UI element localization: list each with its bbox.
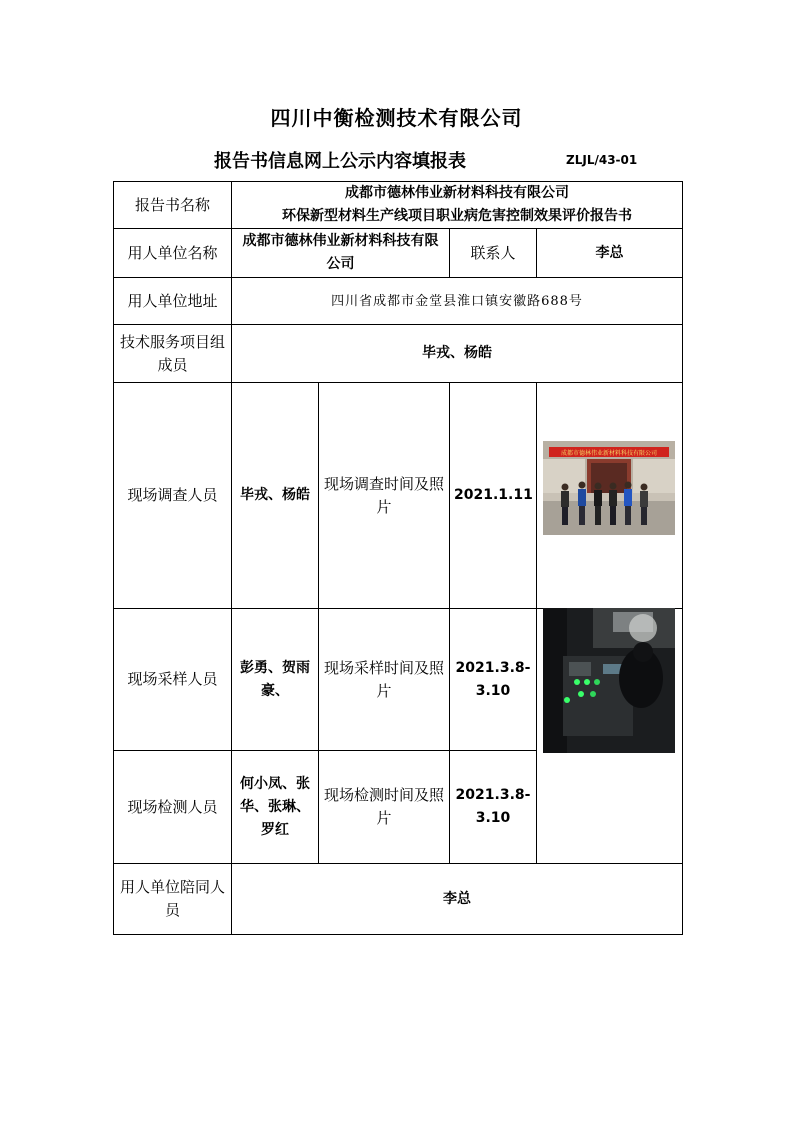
testing-people: 何小凤、张华、张琳、罗红 [232,751,319,864]
form-title: 报告书信息网上公示内容填报表 [214,151,466,172]
employer-value: 成都市德林伟业新材料科技有限公司 [232,229,450,278]
employer-label: 用人单位名称 [114,229,232,278]
sampling-time-label: 现场采样时间及照片 [319,609,450,751]
contact-label: 联系人 [450,229,537,278]
survey-photo-banner: 成都市德林伟业新材料科技有限公司 [560,450,658,457]
report-info-table [113,181,683,935]
contact-value: 李总 [537,229,683,278]
survey-date: 2021.1.11 [450,383,537,609]
row-team [114,325,683,383]
row-report-name [114,182,683,229]
row-employer [114,229,683,278]
team-value: 毕戎、杨皓 [232,325,683,383]
report-name-line1: 成都市德林伟业新材料科技有限公司 [345,185,569,201]
escort-value: 李总 [232,864,683,935]
testing-label: 现场检测人员 [114,751,232,864]
testing-date: 2021.3.8-3.10 [450,751,537,864]
row-address [114,278,683,325]
sampling-label: 现场采样人员 [114,609,232,751]
sampling-photo [543,608,675,753]
report-name-line2: 环保新型材料生产线项目职业病危害控制效果评价报告书 [282,208,632,224]
row-escort [114,864,683,935]
report-name-value [232,182,683,229]
company-title: 四川中衡检测技术有限公司 [270,106,523,130]
survey-photo [543,441,675,535]
escort-label: 用人单位陪同人员 [114,864,232,935]
sampling-date: 2021.3.8-3.10 [450,609,537,751]
team-label: 技术服务项目组成员 [114,325,232,383]
survey-time-label: 现场调查时间及照片 [319,383,450,609]
form-code: ZLJL/43-01 [566,153,638,167]
survey-people: 毕戎、杨皓 [232,383,319,609]
testing-time-label: 现场检测时间及照片 [319,751,450,864]
report-name-label: 报告书名称 [114,182,232,229]
address-value: 四川省成都市金堂县淮口镇安徽路688号 [232,278,683,325]
survey-label: 现场调查人员 [114,383,232,609]
sampling-people: 彭勇、贺雨豪、 [232,609,319,751]
address-label: 用人单位地址 [114,278,232,325]
